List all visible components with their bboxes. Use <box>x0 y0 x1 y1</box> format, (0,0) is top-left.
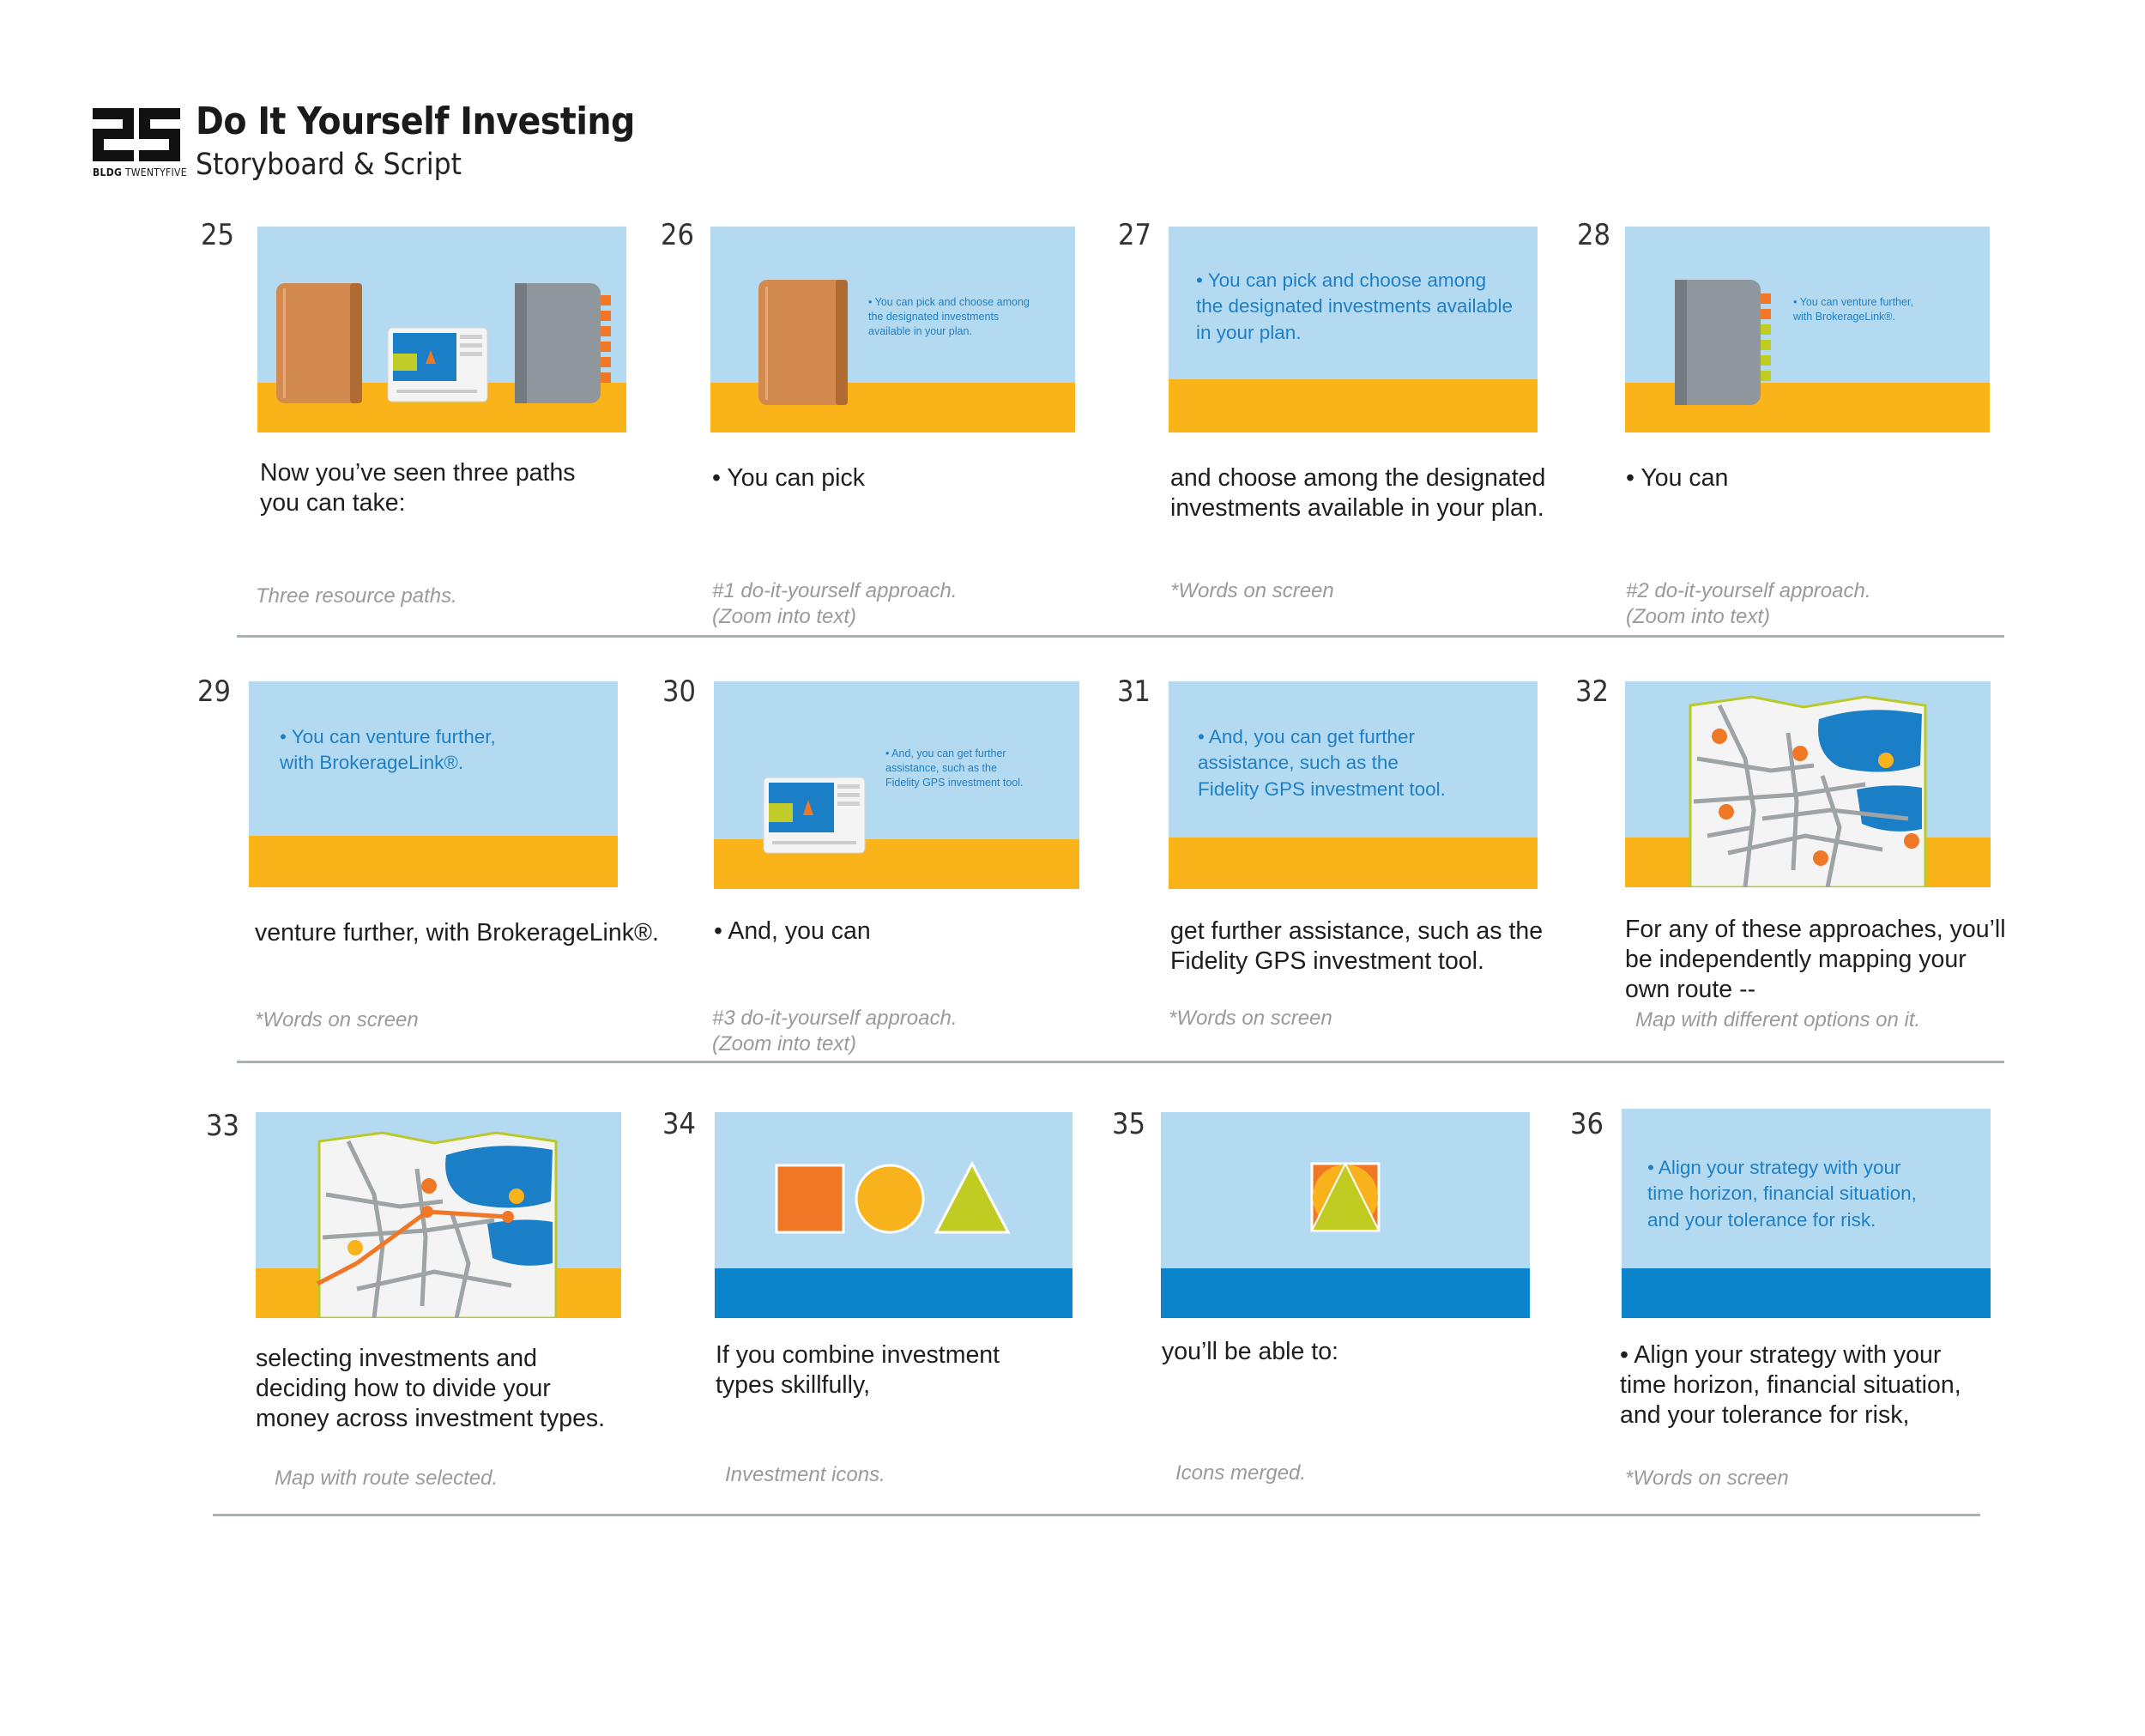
storyboard-frame-29 <box>249 681 618 887</box>
frame-number: 35 <box>1112 1107 1145 1141</box>
direction-note: Icons merged. <box>1175 1461 1307 1485</box>
script-text: • You can pick <box>712 464 865 492</box>
direction-note: Map with route selected. <box>275 1467 498 1490</box>
direction-note: Map with different options on it. <box>1635 1008 1921 1031</box>
direction-note: Three resource paths. <box>256 584 457 608</box>
merged-icons-illustration <box>1161 1112 1530 1318</box>
frame-number: 33 <box>206 1109 239 1143</box>
map-route-illustration <box>256 1112 621 1318</box>
storyboard-frame-30 <box>714 681 1079 889</box>
page-subtitle: Storyboard & Script <box>196 148 462 182</box>
frame-number: 32 <box>1575 674 1609 709</box>
frame-number: 27 <box>1118 218 1151 252</box>
script-text: Now you’ve seen three paths you can take: <box>260 459 576 517</box>
storyboard-frame-32 <box>1625 681 1991 887</box>
direction-note: *Words on screen <box>1170 579 1334 602</box>
frame-number: 31 <box>1117 674 1151 709</box>
direction-note: *Words on screen <box>255 1008 419 1031</box>
script-text: get further assistance, such as the Fidelity GPS investment tool. <box>1170 917 1544 976</box>
direction-note: *Words on screen <box>1625 1467 1789 1490</box>
storyboard-frame-31 <box>1169 681 1538 889</box>
on-screen-text: • You can pick and choose among the designated investments available in your plan. <box>1196 269 1513 343</box>
row-divider <box>237 1061 2004 1063</box>
script-text: • You can <box>1626 464 1729 492</box>
storyboard-frame-27 <box>1169 227 1538 432</box>
row-divider <box>213 1514 1980 1516</box>
script-text: • And, you can <box>714 917 871 945</box>
storyboard-frame-36 <box>1622 1109 1991 1318</box>
script-text: venture further, with BrokerageLink®. <box>255 919 659 947</box>
on-screen-text: • And, you can get further assistance, such as the Fidelity GPS investment tool. <box>885 747 1024 789</box>
storyboard-frame-25 <box>257 227 626 432</box>
storyboard-frame-35 <box>1161 1112 1530 1318</box>
on-screen-text: • And, you can get further assistance, such as the Fidelity GPS investment tool. <box>1198 726 1446 800</box>
frame-number: 29 <box>197 674 231 709</box>
investment-icons-illustration <box>715 1112 1072 1318</box>
storyboard-frame-26 <box>710 227 1075 432</box>
bldg-twentyfive-logo <box>93 108 187 178</box>
script-text: For any of these approaches, you’ll be independently mapping your own route -- <box>1625 916 2006 1004</box>
logo-25-mark-icon <box>93 108 180 161</box>
frame-number: 25 <box>201 218 234 252</box>
direction-note: *Words on screen <box>1169 1007 1332 1030</box>
three-resources-illustration <box>257 227 626 432</box>
script-text: If you combine investment types skillfully, <box>716 1341 1000 1400</box>
row-divider <box>237 635 2004 638</box>
script-text: selecting investments and deciding how to divide your money across investment types. <box>256 1345 606 1433</box>
frame-number: 36 <box>1570 1107 1604 1141</box>
frame-number: 26 <box>661 218 694 252</box>
logo-wordmark: BLDG TWENTYFIVE <box>93 166 187 178</box>
direction-note: #3 do-it-yourself approach. (Zoom into text) <box>712 1007 958 1056</box>
triangle-icon <box>936 1164 1008 1232</box>
storyboard-frame-28 <box>1625 227 1990 432</box>
direction-note: #2 do-it-yourself approach. (Zoom into text) <box>1626 579 1871 628</box>
on-screen-text: • Align your strategy with your time horizon, financial situation, and your tolerance for risk. <box>1647 1157 1917 1231</box>
frame-number: 30 <box>662 674 696 709</box>
script-text: • Align your strategy with your time horizon, financial situation, and your tolerance for risk, <box>1620 1341 1961 1430</box>
on-screen-text: • You can pick and choose among the designated investments available in your plan. <box>868 296 1030 337</box>
frame-number: 28 <box>1577 218 1610 252</box>
storyboard-frame-34 <box>715 1112 1072 1318</box>
script-text: you’ll be able to: <box>1162 1338 1338 1365</box>
on-screen-text: • You can venture further, with BrokerageLink®. <box>280 726 496 774</box>
square-icon <box>776 1165 843 1232</box>
direction-note: #1 do-it-yourself approach. (Zoom into text) <box>712 579 958 628</box>
direction-note: Investment icons. <box>725 1463 885 1486</box>
page-title: Do It Yourself Investing <box>196 100 635 143</box>
on-screen-text: • You can venture further, with BrokerageLink®. <box>1793 296 1913 323</box>
frame-number: 34 <box>662 1107 696 1141</box>
gray-notebook-illustration <box>1625 227 1990 432</box>
map-options-illustration <box>1625 681 1991 887</box>
circle-icon <box>856 1165 923 1232</box>
storyboard-frame-33 <box>256 1112 621 1318</box>
script-text: and choose among the designated investments available in your plan. <box>1170 464 1546 523</box>
